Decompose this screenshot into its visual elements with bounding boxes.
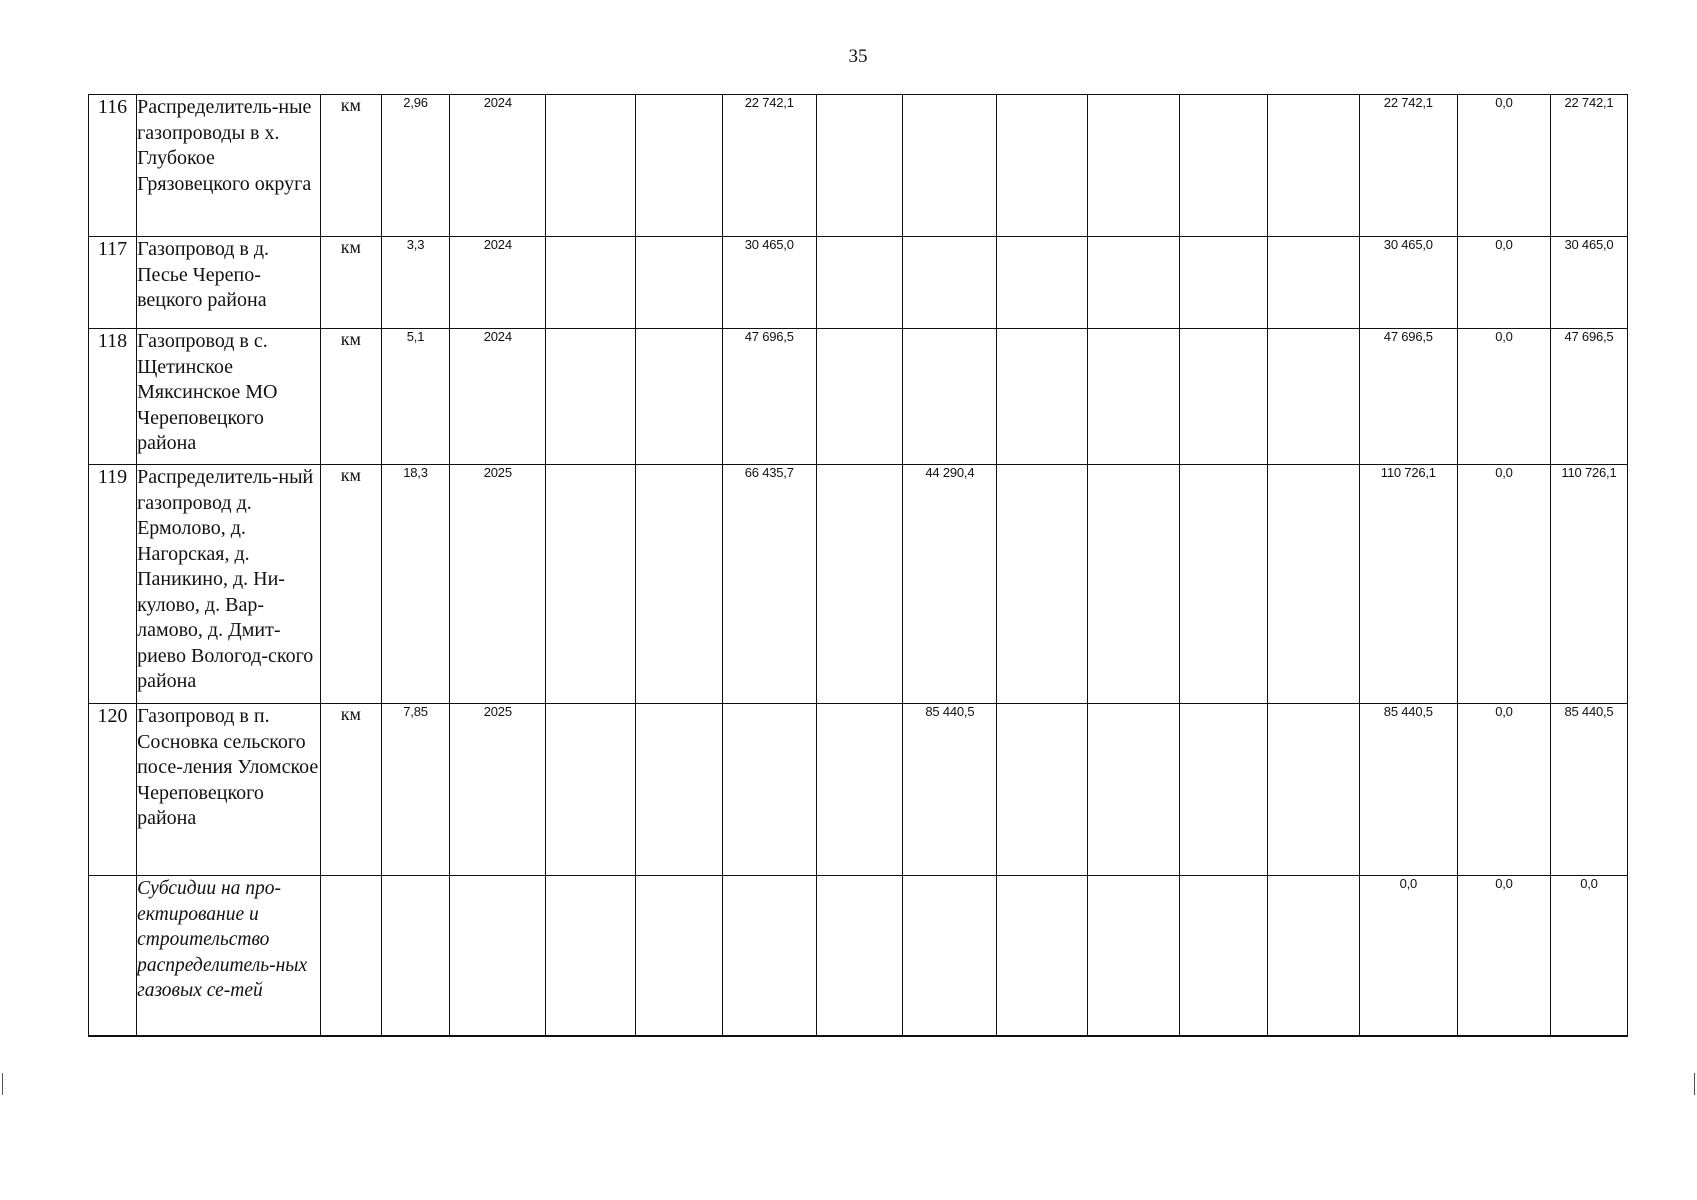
- value-cell: [722, 876, 816, 1036]
- length-cell: [381, 876, 449, 1036]
- value-cell: [903, 95, 997, 237]
- unit-cell: км: [320, 704, 381, 876]
- value-cell: 0,0: [1457, 704, 1550, 876]
- object-name: Газопровод в с. Щетинское Мяксинское МО Череповецкого района: [137, 329, 321, 465]
- row-number: 116: [89, 95, 137, 237]
- length-cell: 18,3: [381, 465, 449, 704]
- length-cell: 3,3: [381, 237, 449, 329]
- unit-cell: км: [320, 465, 381, 704]
- value-cell: [1088, 704, 1180, 876]
- budget-table: [88, 94, 1628, 1037]
- row-number: 117: [89, 237, 137, 329]
- row-number: 118: [89, 329, 137, 465]
- value-cell: 0,0: [1457, 95, 1550, 237]
- value-cell: [546, 95, 636, 237]
- year-cell: 2025: [450, 704, 546, 876]
- value-cell: [636, 465, 723, 704]
- value-cell: [1267, 876, 1359, 1036]
- value-cell: [997, 329, 1088, 465]
- value-cell: [636, 329, 723, 465]
- value-cell: [546, 876, 636, 1036]
- value-cell: [1267, 704, 1359, 876]
- value-cell: [1267, 329, 1359, 465]
- value-cell: [1088, 329, 1180, 465]
- value-cell: [816, 237, 903, 329]
- value-cell: [816, 465, 903, 704]
- total-cell: 22 742,1: [1359, 95, 1457, 237]
- year-cell: 2024: [450, 329, 546, 465]
- row-number: 119: [89, 465, 137, 704]
- value-cell: [636, 876, 723, 1036]
- total-cell: 110 726,1: [1359, 465, 1457, 704]
- total-cell: 30 465,0: [1550, 237, 1627, 329]
- value-cell: [997, 465, 1088, 704]
- value-cell: [1180, 465, 1268, 704]
- unit-cell: км: [320, 329, 381, 465]
- value-cell: [546, 465, 636, 704]
- unit-cell: км: [320, 95, 381, 237]
- value-cell: 30 465,0: [722, 237, 816, 329]
- table-row: [89, 329, 1628, 465]
- scan-edge-mark: [1694, 1073, 1695, 1095]
- value-cell: 22 742,1: [722, 95, 816, 237]
- value-cell: [546, 704, 636, 876]
- value-cell: [816, 704, 903, 876]
- table-row: [89, 465, 1628, 704]
- value-cell: [903, 237, 997, 329]
- value-cell: [903, 329, 997, 465]
- value-cell: [546, 329, 636, 465]
- value-cell: [1267, 237, 1359, 329]
- table-row: [89, 95, 1628, 237]
- year-cell: [450, 876, 546, 1036]
- object-name: Газопровод в п. Сосновка сельского посе-ления Уломское Череповецкого района: [137, 704, 321, 876]
- total-cell: 22 742,1: [1550, 95, 1627, 237]
- value-cell: 44 290,4: [903, 465, 997, 704]
- value-cell: [1180, 876, 1268, 1036]
- value-cell: [816, 329, 903, 465]
- value-cell: [1088, 95, 1180, 237]
- page-number: 35: [848, 46, 868, 67]
- table-row: [89, 704, 1628, 876]
- length-cell: 5,1: [381, 329, 449, 465]
- value-cell: [1088, 237, 1180, 329]
- total-cell: 0,0: [1550, 876, 1627, 1036]
- length-cell: 2,96: [381, 95, 449, 237]
- total-cell: 110 726,1: [1550, 465, 1627, 704]
- year-cell: 2024: [450, 237, 546, 329]
- value-cell: [636, 237, 723, 329]
- value-cell: [1180, 237, 1268, 329]
- value-cell: [722, 704, 816, 876]
- row-number: [89, 876, 137, 1036]
- value-cell: [1267, 95, 1359, 237]
- value-cell: 85 440,5: [903, 704, 997, 876]
- value-cell: [1088, 465, 1180, 704]
- object-name: Газопровод в д. Песье Черепо-вецкого района: [137, 237, 321, 329]
- object-name: Распределитель-ный газопровод д. Ермолово, д. Нагорская, д. Паникино, д. Ни-кулово, д. Вар-ламово, д. Дмит-риево Вологод-ского района: [137, 465, 321, 704]
- scan-edge-mark: [2, 1073, 3, 1095]
- length-cell: 7,85: [381, 704, 449, 876]
- value-cell: [1180, 95, 1268, 237]
- value-cell: 0,0: [1457, 237, 1550, 329]
- value-cell: [1088, 876, 1180, 1036]
- object-name: Субсидии на про-ектирование и строительство распределитель-ных газовых се-тей: [137, 876, 321, 1036]
- object-name: Распределитель-ные газопроводы в х. Глубокое Грязовецкого округа: [137, 95, 321, 237]
- row-number: 120: [89, 704, 137, 876]
- year-cell: 2024: [450, 95, 546, 237]
- year-cell: 2025: [450, 465, 546, 704]
- total-cell: 85 440,5: [1359, 704, 1457, 876]
- value-cell: [997, 704, 1088, 876]
- total-cell: 47 696,5: [1550, 329, 1627, 465]
- value-cell: 66 435,7: [722, 465, 816, 704]
- value-cell: 0,0: [1457, 329, 1550, 465]
- value-cell: 0,0: [1457, 876, 1550, 1036]
- value-cell: [636, 95, 723, 237]
- value-cell: 47 696,5: [722, 329, 816, 465]
- unit-cell: км: [320, 237, 381, 329]
- value-cell: [816, 876, 903, 1036]
- value-cell: [546, 237, 636, 329]
- total-cell: 47 696,5: [1359, 329, 1457, 465]
- value-cell: [997, 876, 1088, 1036]
- value-cell: [997, 95, 1088, 237]
- value-cell: 0,0: [1457, 465, 1550, 704]
- total-cell: 0,0: [1359, 876, 1457, 1036]
- total-cell: 85 440,5: [1550, 704, 1627, 876]
- value-cell: [636, 704, 723, 876]
- total-cell: 30 465,0: [1359, 237, 1457, 329]
- value-cell: [1267, 465, 1359, 704]
- table-row: [89, 237, 1628, 329]
- value-cell: [1180, 329, 1268, 465]
- unit-cell: [320, 876, 381, 1036]
- value-cell: [997, 237, 1088, 329]
- value-cell: [903, 876, 997, 1036]
- value-cell: [816, 95, 903, 237]
- value-cell: [1180, 704, 1268, 876]
- table-row: [89, 876, 1628, 1036]
